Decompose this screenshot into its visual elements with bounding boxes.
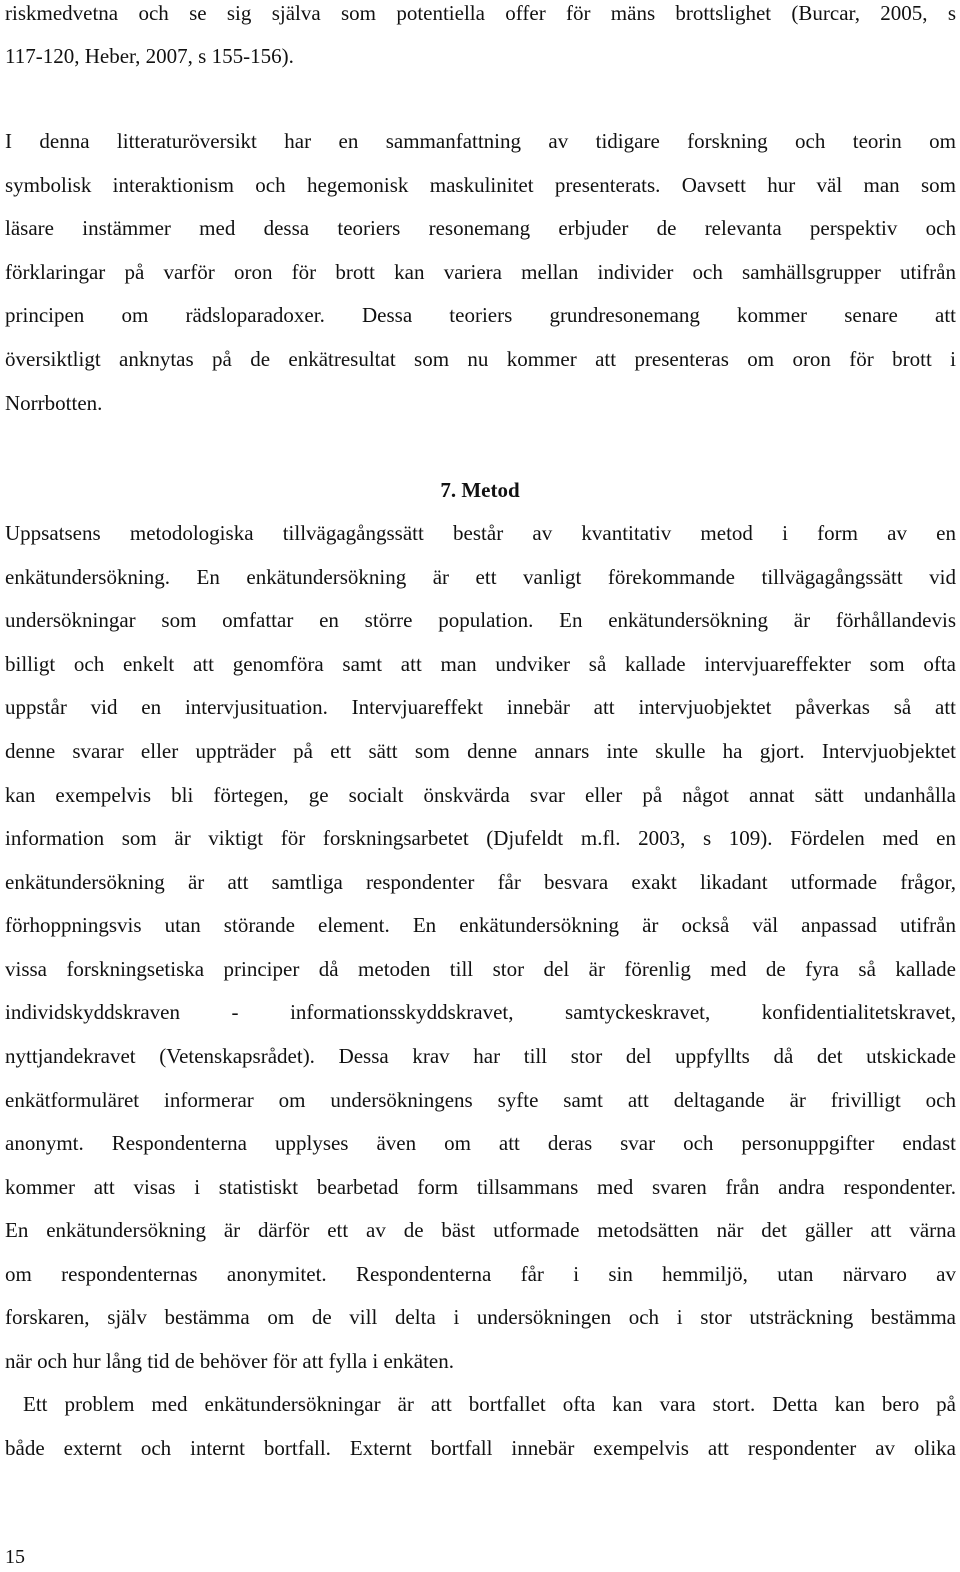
text-line: uppstår vid en intervjusituation. Intervjuareffekt innebär att intervjuobjektet påverkas så att bbox=[5, 695, 956, 719]
text-line: kommer att visas i statistiskt bearbetad form tillsammans med svaren från andra respondenter. bbox=[5, 1175, 956, 1199]
text-line: Ett problem med enkätundersökningar är att bortfallet ofta kan vara stort. Detta kan bero på bbox=[23, 1392, 956, 1416]
text-line: denne svarar eller uppträder på ett sätt som denne annars inte skulle ha gjort. Intervjuobjektet bbox=[5, 739, 956, 763]
text-line: förhoppningsvis utan störande element. En enkätundersökning är också väl anpassad utifrån bbox=[5, 913, 956, 937]
text-line: anonymt. Respondenterna upplyses även om att deras svar och personuppgifter endast bbox=[5, 1131, 956, 1155]
text-line: forskaren, själv bestämma om de vill delta i undersökningen och i stor utsträckning bestämma bbox=[5, 1305, 956, 1329]
text-line: nyttjandekravet (Vetenskapsrådet). Dessa krav har till stor del uppfyllts då det utskickade bbox=[5, 1044, 956, 1068]
page-number: 15 bbox=[5, 1546, 25, 1568]
text-line: kan exempelvis bli förtegen, ge socialt önskvärda svar eller på något annat sätt undanhålla bbox=[5, 783, 956, 807]
text-line: Norrbotten. bbox=[5, 391, 103, 415]
text-line: 117-120, Heber, 2007, s 155-156). bbox=[5, 44, 294, 68]
text-line: information som är viktigt för forskningsarbetet (Djufeldt m.fl. 2003, s 109). Fördelen med en bbox=[5, 826, 956, 850]
text-line: läsare instämmer med dessa teoriers resonemang erbjuder de relevanta perspektiv och bbox=[5, 216, 956, 240]
section-heading: 7. Metod bbox=[440, 478, 520, 502]
text-line: undersökningar som omfattar en större population. En enkätundersökning är förhållandevis bbox=[5, 608, 956, 632]
text-line: enkätundersökning. En enkätundersökning är ett vanligt förekommande tillvägagångssätt vid bbox=[5, 565, 956, 589]
text-line: En enkätundersökning är därför ett av de bäst utformade metodsätten när det gäller att värna bbox=[5, 1218, 956, 1242]
text-line: I denna litteraturöversikt har en sammanfattning av tidigare forskning och teorin om bbox=[5, 129, 956, 153]
text-line: översiktligt anknytas på de enkätresultat som nu kommer att presenteras om oron för brott i bbox=[5, 347, 956, 371]
text-line: både externt och internt bortfall. Externt bortfall innebär exempelvis att respondenter av olika bbox=[5, 1436, 956, 1460]
text-line: när och hur lång tid de behöver för att fylla i enkäten. bbox=[5, 1349, 454, 1373]
text-line: enkätundersökning är att samtliga respondenter får besvara exakt likadant utformade frågor, bbox=[5, 870, 956, 894]
text-line: vissa forskningsetiska principer då metoden till stor del är förenlig med de fyra så kallade bbox=[5, 957, 956, 981]
text-line: om respondenternas anonymitet. Respondenterna får i sin hemmiljö, utan närvaro av bbox=[5, 1262, 956, 1286]
text-line: Uppsatsens metodologiska tillvägagångssätt består av kvantitativ metod i form av en bbox=[5, 521, 956, 545]
text-line: principen om rädsloparadoxer. Dessa teoriers grundresonemang kommer senare att bbox=[5, 303, 956, 327]
text-line: enkätformuläret informerar om undersökningens syfte samt att deltagande är frivilligt och bbox=[5, 1088, 956, 1112]
text-line: riskmedvetna och se sig själva som potentiella offer för mäns brottslighet (Burcar, 2005, s bbox=[5, 1, 956, 25]
text-line: individskyddskraven - informationsskyddskravet, samtyckeskravet, konfidentialitetskravet, bbox=[5, 1000, 956, 1024]
text-line: förklaringar på varför oron för brott kan variera mellan individer och samhällsgrupper utifrån bbox=[5, 260, 956, 284]
text-line: symbolisk interaktionism och hegemonisk maskulinitet presenterats. Oavsett hur väl man som bbox=[5, 173, 956, 197]
text-line: billigt och enkelt att genomföra samt att man undviker så kallade intervjuareffekter som ofta bbox=[5, 652, 956, 676]
